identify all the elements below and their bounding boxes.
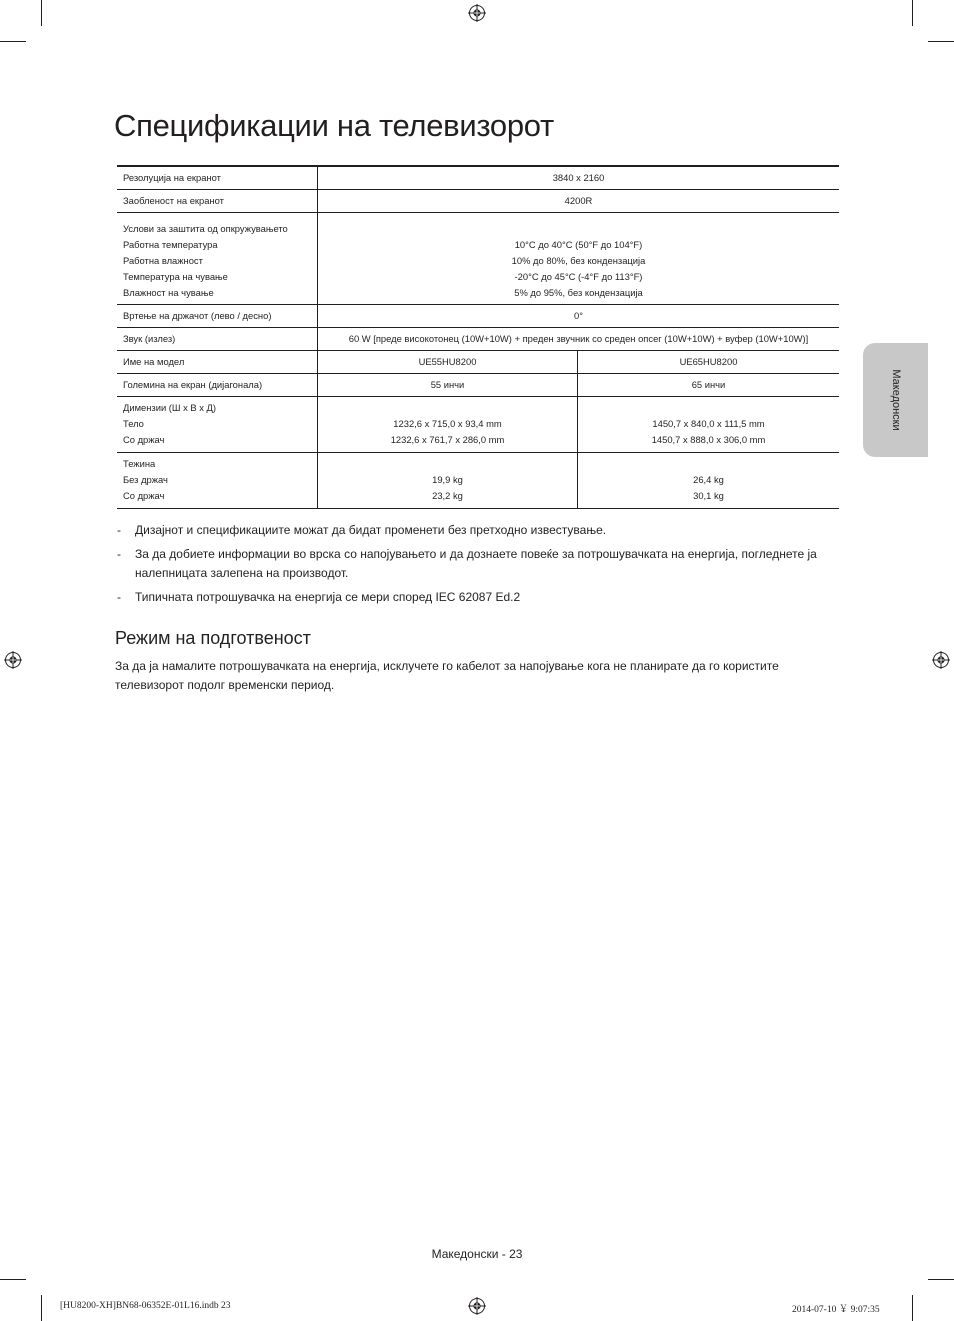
list-item xyxy=(117,588,837,607)
table-row xyxy=(117,212,839,304)
row-value xyxy=(578,396,840,452)
row-value: 55 инчи xyxy=(318,373,578,396)
value-line: 19,9 kg xyxy=(432,473,463,485)
crop-mark xyxy=(41,0,42,26)
footer-file-slug: [HU8200-XH]BN68-06352E-01L16.indb 23 xyxy=(60,1301,231,1311)
note-text: Дизајнот и спецификациите можат да бидат променети без претходно известување. xyxy=(135,523,607,537)
table-row xyxy=(117,350,839,373)
table-row xyxy=(117,396,839,452)
row-label: Резолуција на екранот xyxy=(117,166,318,189)
row-label xyxy=(117,212,318,304)
footer-datetime-slug: 2014-07-10 ￥ 9:07:35 xyxy=(792,1305,880,1315)
crop-mark xyxy=(928,41,954,42)
label-line: Услови за заштита од опкружувањето xyxy=(123,222,288,234)
value-line: 1232,6 x 761,7 x 286,0 mm xyxy=(390,433,505,445)
row-label xyxy=(117,452,318,508)
crop-mark xyxy=(0,1279,26,1280)
crop-mark xyxy=(0,41,26,42)
label-line: Тело xyxy=(123,417,144,429)
table-row xyxy=(117,304,839,327)
label-line: Влажност на чување xyxy=(123,286,214,298)
row-value: 0° xyxy=(318,304,840,327)
label-line: Со држач xyxy=(123,489,165,501)
table-row xyxy=(117,166,839,189)
row-value xyxy=(318,396,578,452)
value-line: 26,4 kg xyxy=(693,473,724,485)
table-row xyxy=(117,327,839,350)
bullet-dash: - xyxy=(117,523,121,537)
crop-mark xyxy=(912,1295,913,1321)
note-text: Типичната потрошувачка на енергија се мери според IEC 62087 Ed.2 xyxy=(135,590,521,604)
value-line: 5% до 95%, без кондензација xyxy=(514,286,643,298)
row-value: 3840 x 2160 xyxy=(318,166,840,189)
row-value xyxy=(578,452,840,508)
crop-mark xyxy=(912,0,913,26)
row-value: 60 W [преде високотонец (10W+10W) + преден звучник со среден опсег (10W+10W) + вуфер (10W+10W)] xyxy=(318,327,840,350)
row-label xyxy=(117,396,318,452)
row-value: 65 инчи xyxy=(578,373,840,396)
section-heading: Режим на подготвеност xyxy=(115,628,311,648)
row-label: Вртење на држачот (лево / десно) xyxy=(117,304,318,327)
registration-mark-icon xyxy=(4,651,22,669)
bullet-dash: - xyxy=(117,547,121,561)
spec-table xyxy=(117,165,839,509)
list-item xyxy=(117,545,837,583)
value-line: 1232,6 x 715,0 x 93,4 mm xyxy=(393,417,502,429)
side-tab-label: Македонски xyxy=(889,369,902,431)
row-value: UE55HU8200 xyxy=(318,350,578,373)
row-label: Заобленост на екранот xyxy=(117,189,318,212)
note-text: За да добиете информации во врска со напојувањето и да дознаете повеќе за потрошувачката на енергија, погледнете ја налепницата залепена на производот. xyxy=(135,547,817,580)
bullet-dash: - xyxy=(117,590,121,604)
table-row xyxy=(117,373,839,396)
table-row xyxy=(117,189,839,212)
row-value xyxy=(318,212,840,304)
page-number: Македонски - 23 xyxy=(431,1247,523,1261)
row-value: 4200R xyxy=(318,189,840,212)
registration-mark-icon xyxy=(932,651,950,669)
row-value xyxy=(318,452,578,508)
row-value: UE65HU8200 xyxy=(578,350,840,373)
label-line: Работна температура xyxy=(123,238,218,250)
row-label: Звук (излез) xyxy=(117,327,318,350)
label-line: Со држач xyxy=(123,433,165,445)
value-line: 10% до 80%, без кондензација xyxy=(511,254,646,266)
page-title: Спецификации на телевизорот xyxy=(114,108,554,143)
notes-list xyxy=(117,521,837,612)
list-item xyxy=(117,521,837,540)
label-line: Без држач xyxy=(123,473,168,485)
value-line: 23,2 kg xyxy=(432,489,463,501)
label-line: Тежина xyxy=(123,457,156,469)
language-side-tab xyxy=(863,343,928,457)
value-line: 1450,7 x 888,0 x 306,0 mm xyxy=(651,433,766,445)
row-label: Големина на екран (дијагонала) xyxy=(117,373,318,396)
value-line: -20°C до 45°C (-4°F до 113°F) xyxy=(514,270,643,282)
crop-mark xyxy=(41,1295,42,1321)
label-line: Димензии (Ш x В x Д) xyxy=(123,401,217,413)
value-line: 10°C до 40°C (50°F до 104°F) xyxy=(514,238,643,250)
label-line: Температура на чување xyxy=(123,270,228,282)
crop-mark xyxy=(928,1279,954,1280)
label-line: Работна влажност xyxy=(123,254,203,266)
table-row xyxy=(117,452,839,508)
row-label: Име на модел xyxy=(117,350,318,373)
value-line: 30,1 kg xyxy=(693,489,724,501)
value-line: 1450,7 x 840,0 x 111,5 mm xyxy=(652,417,765,429)
registration-mark-icon xyxy=(468,4,486,22)
section-paragraph: За да ја намалите потрошувачката на енергија, исклучете го кабелот за напојување кога не планирате да го користите телевизорот подолг временски период. xyxy=(115,659,779,692)
registration-mark-icon xyxy=(468,1297,486,1315)
